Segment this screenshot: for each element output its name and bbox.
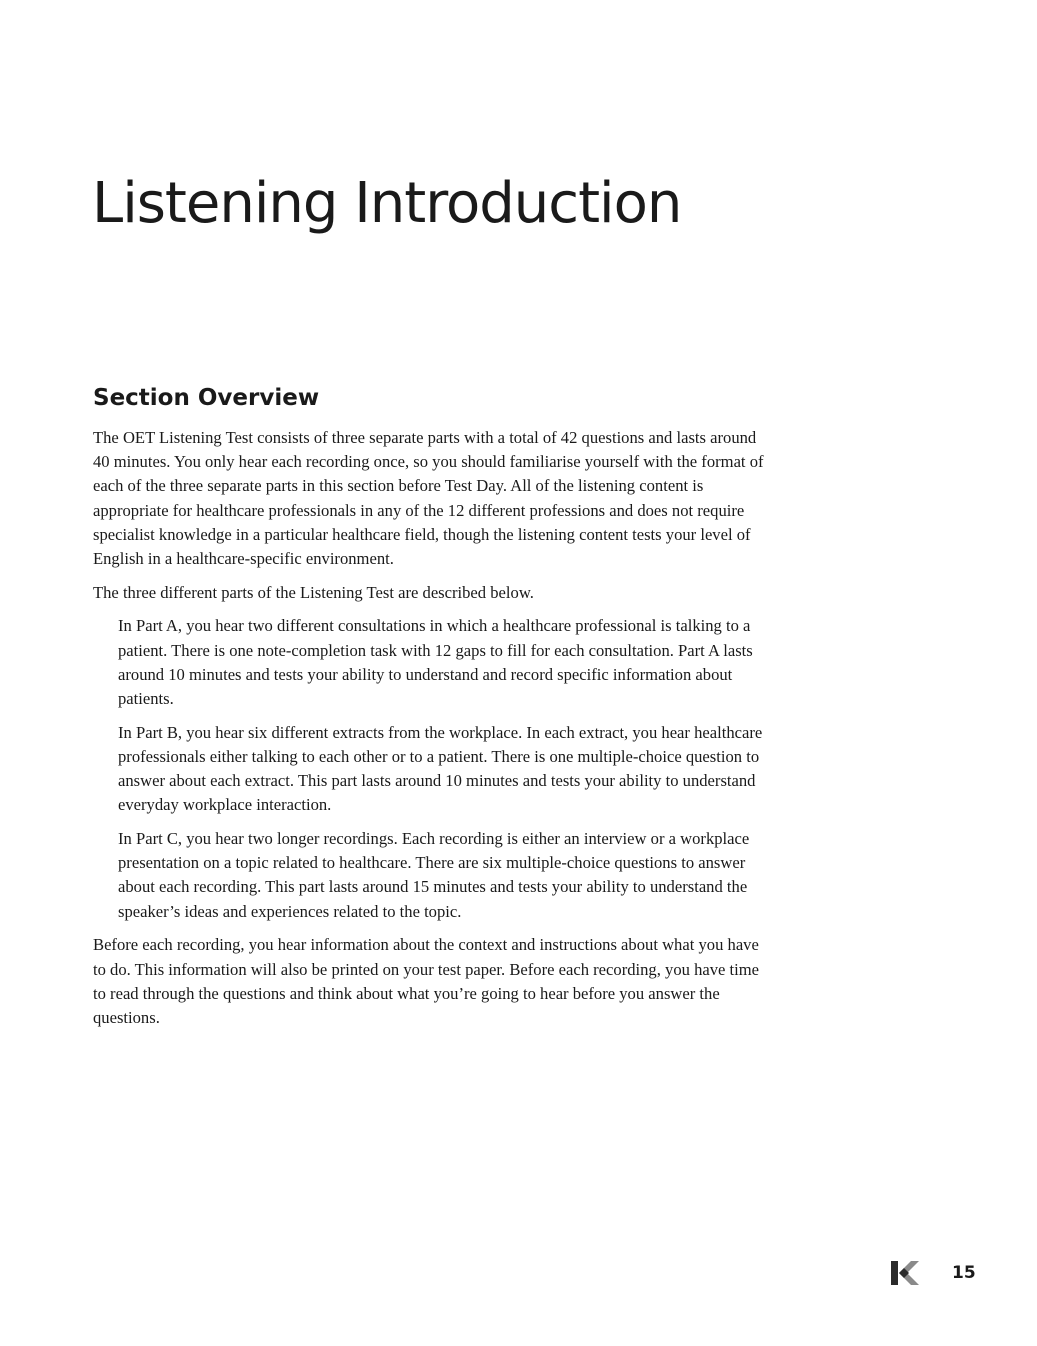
chapter-title: Listening Introduction <box>92 171 682 236</box>
section-heading: Section Overview <box>93 385 320 411</box>
closing-paragraph: Before each recording, you hear information about the context and instructions about what you have to do. This information will also be printed on your test paper. Before each recording, you have time to read through the questions and think about what you’re going to hear before you answer the questions. <box>93 935 760 1027</box>
part-c-paragraph: In Part C, you hear two longer recordings. Each recording is either an interview or a workplace presentation on a topic related to healthcare. There are six multiple-choice questions to answer about each recording. This part lasts around 15 minutes and tests your ability to understand the speaker’s ideas and experiences related to the topic. <box>118 829 750 921</box>
section-body <box>93 426 765 1040</box>
page-number: 15 <box>952 1263 976 1283</box>
part-a-paragraph: In Part A, you hear two different consultations in which a healthcare professional is talking to a patient. There is one note-completion task with 12 gaps to fill for each consultation. Part A lasts around 10 minutes and tests your ability to understand and record specific information about patients. <box>118 616 753 709</box>
part-b-paragraph: In Part B, you hear six different extracts from the workplace. In each extract, you hear healthcare professionals either talking to each other or to a patient. There is one multiple-choice question to answer about each extract. This part lasts around 10 minutes and tests your ability to understand everyday workplace interaction. <box>118 722 763 815</box>
parts-intro-paragraph: The three different parts of the Listening Test are described below. <box>93 582 534 602</box>
overview-paragraph: The OET Listening Test consists of three separate parts with a total of 42 questions and lasts around 40 minutes. You only hear each recording once, so you should familiarise yourself with the format of each of the three separate parts in this section before Test Day. All of the listening content is appropriate for healthcare professionals in any of the 12 different professions and does not require specialist knowledge in a particular healthcare field, though the listening content tests your level of English in a healthcare-specific environment. <box>93 428 764 569</box>
kaplan-k-logo-icon <box>890 1260 920 1286</box>
